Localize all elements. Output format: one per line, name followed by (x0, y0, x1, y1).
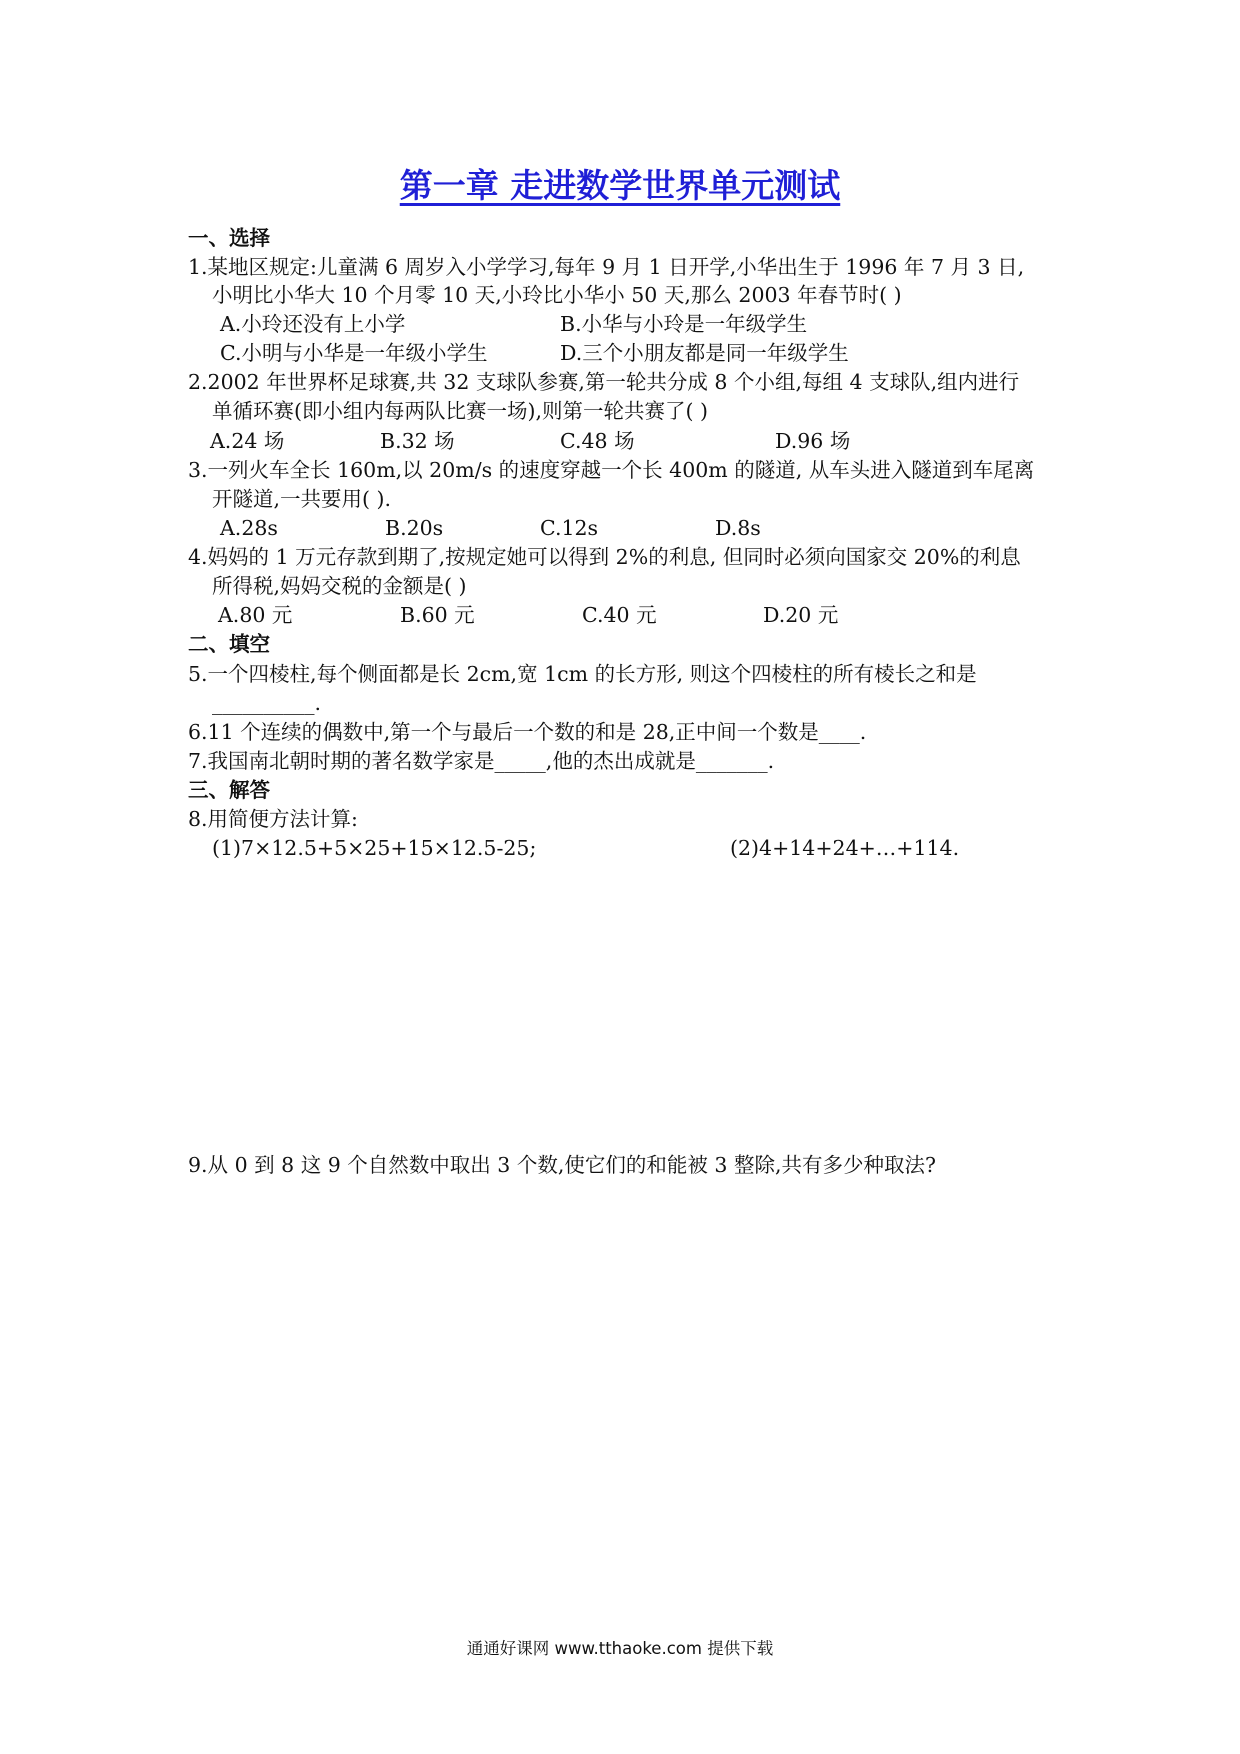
question-4-line-1: 4.妈妈的 1 万元存款到期了,按规定她可以得到 2%的利息, 但同时必须向国家交 20%的利息 (188, 545, 1021, 569)
question-8-part-2: (2)4+14+24+…+114. (730, 836, 960, 860)
question-1-option-a: A.小玲还没有上小学 (220, 312, 406, 336)
page-title (0, 160, 1240, 207)
question-2-option-a: A.24 场 (210, 429, 285, 453)
question-3-option-d: D.8s (715, 516, 761, 540)
question-5-line-1: 5.一个四棱柱,每个侧面都是长 2cm,宽 1cm 的长方形, 则这个四棱柱的所有棱长之和是 (188, 662, 977, 686)
question-1-option-d: D.三个小朋友都是同一年级学生 (560, 341, 849, 365)
section-heading-choice: 一、选择 (188, 226, 270, 250)
question-8-line-1: 8.用简便方法计算: (188, 807, 358, 831)
question-1-option-c: C.小明与小华是一年级小学生 (220, 341, 488, 365)
question-4-option-b: B.60 元 (400, 603, 475, 627)
question-2-option-b: B.32 场 (380, 429, 455, 453)
question-4-option-a: A.80 元 (218, 603, 293, 627)
question-6: 6.11 个连续的偶数中,第一个与最后一个数的和是 28,正中间一个数是____. (188, 720, 867, 744)
question-1-option-b: B.小华与小玲是一年级学生 (560, 312, 808, 336)
question-2-option-d: D.96 场 (775, 429, 851, 453)
question-1-line-1: 1.某地区规定:儿童满 6 周岁入小学学习,每年 9 月 1 日开学,小华出生于 1996 年 7 月 3 日, (188, 255, 1025, 279)
question-1-line-2: 小明比小华大 10 个月零 10 天,小玲比小华小 50 天,那么 2003 年春节时( ) (212, 283, 902, 307)
section-heading-fill: 二、填空 (188, 632, 270, 656)
question-2-line-2: 单循环赛(即小组内每两队比赛一场),则第一轮共赛了( ) (212, 399, 709, 423)
question-3-option-c: C.12s (540, 516, 599, 540)
question-4-option-d: D.20 元 (763, 603, 839, 627)
question-2-option-c: C.48 场 (560, 429, 635, 453)
question-9: 9.从 0 到 8 这 9 个自然数中取出 3 个数,使它们的和能被 3 整除,共有多少种取法? (188, 1153, 936, 1177)
question-4-line-2: 所得税,妈妈交税的金额是( ) (212, 574, 467, 598)
question-8-part-1: (1)7×12.5+5×25+15×12.5-25; (212, 836, 537, 860)
question-5-line-2: __________. (212, 691, 322, 715)
page-title-text: 第一章 走进数学世界单元测试 (399, 166, 841, 205)
question-2-line-1: 2.2002 年世界杯足球赛,共 32 支球队参赛,第一轮共分成 8 个小组,每组 4 支球队,组内进行 (188, 370, 1020, 394)
section-heading-solve: 三、解答 (188, 778, 270, 802)
question-3-line-1: 3.一列火车全长 160m,以 20m/s 的速度穿越一个长 400m 的隧道, 从车头进入隧道到车尾离 (188, 458, 1035, 482)
question-4-option-c: C.40 元 (582, 603, 657, 627)
question-3-option-a: A.28s (220, 516, 278, 540)
question-3-line-2: 开隧道,一共要用( ). (212, 487, 392, 511)
question-7: 7.我国南北朝时期的著名数学家是_____,他的杰出成就是_______. (188, 749, 775, 773)
question-3-option-b: B.20s (385, 516, 444, 540)
page-footer: 通通好课网 www.tthaoke.com 提供下载 (466, 1639, 774, 1658)
